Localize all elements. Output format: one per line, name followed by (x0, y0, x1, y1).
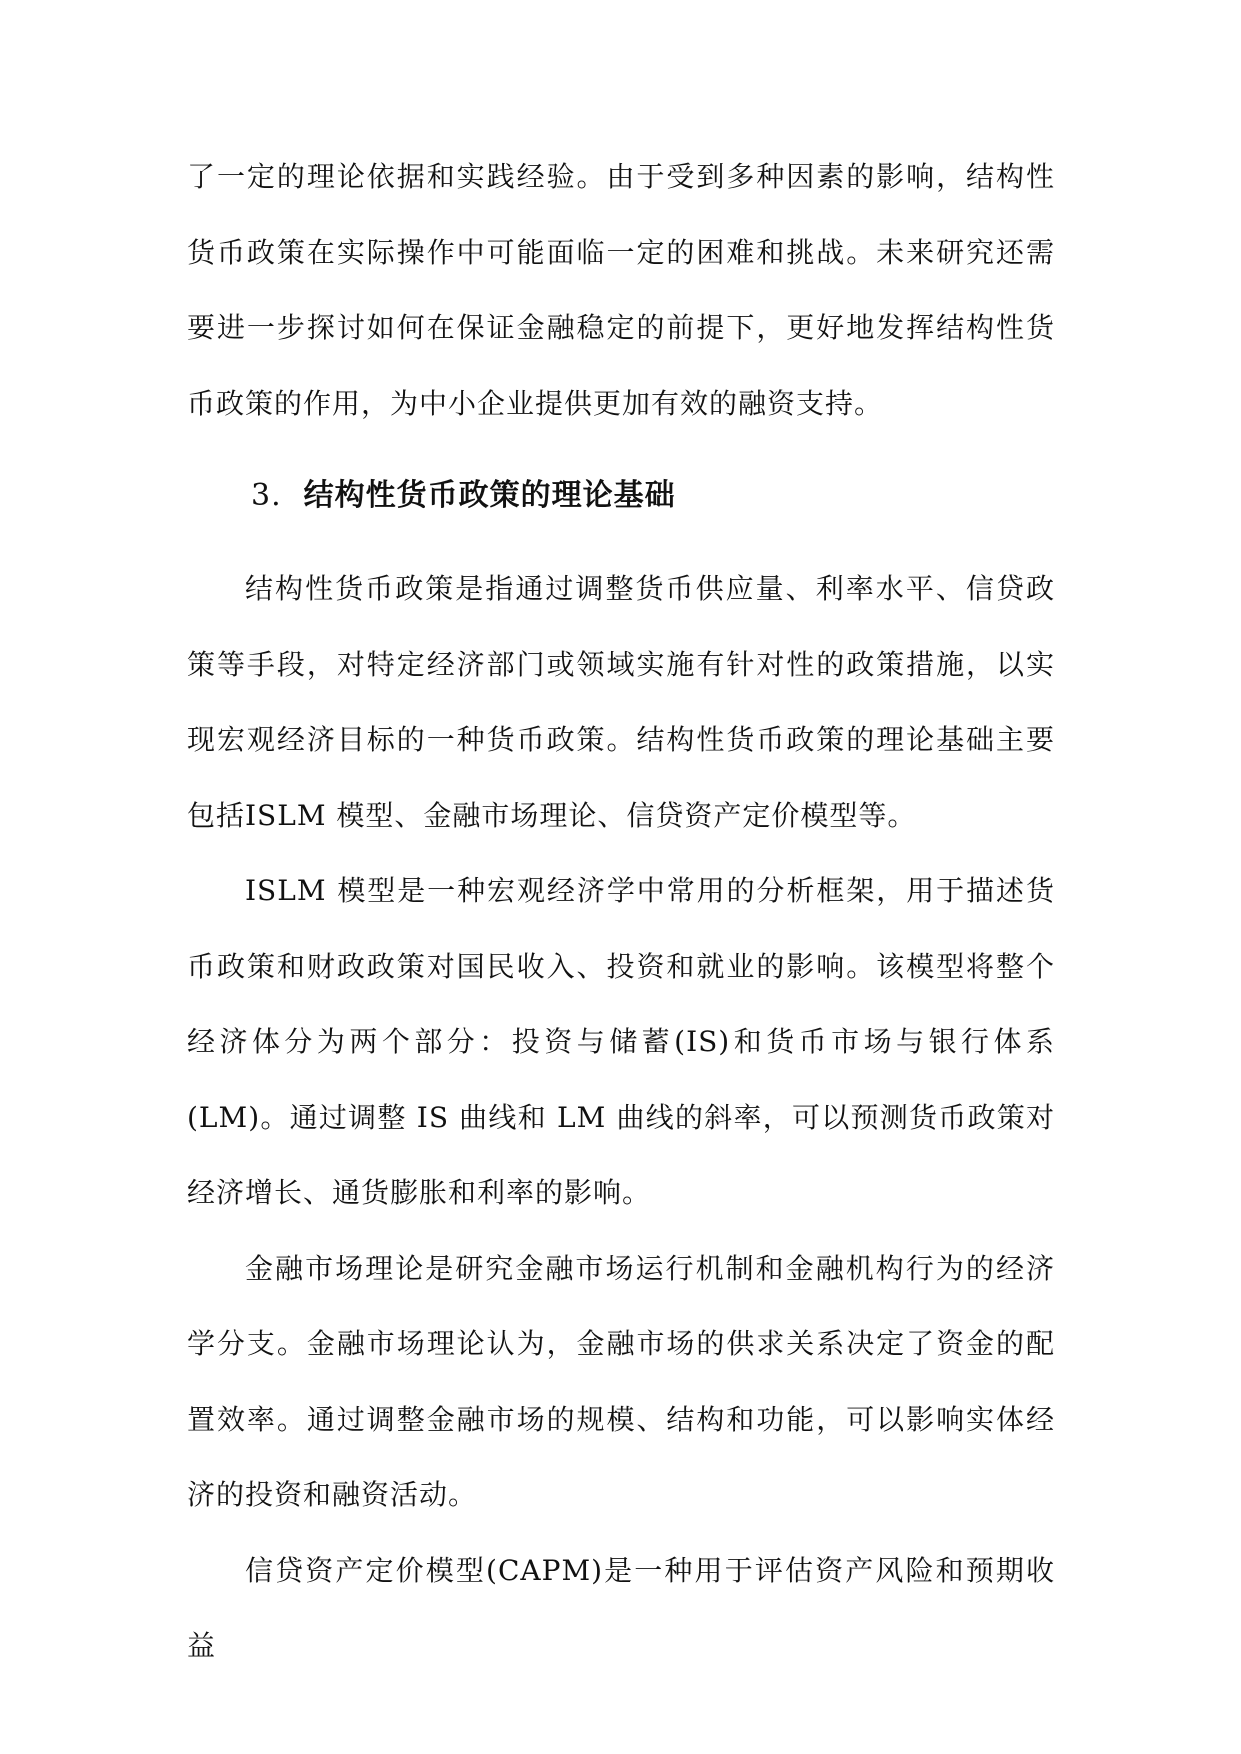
section-number: 3. (251, 478, 282, 513)
section-title: 结构性货币政策的理论基础 (303, 478, 676, 513)
paragraph-islm-model: ISLM 模型是一种宏观经济学中常用的分析框架，用于描述货币政策和财政政策对国民收入、投资和就业的影响。该模型将整个经济体分为两个部分：投资与储蓄(IS)和货币市场与银行体系(LM)。通过调整 IS 曲线和 LM 曲线的斜率，可以预测货币政策对经济增长、通货膨胀和利率的影响。 (187, 874, 1055, 1209)
paragraph-continuation: 了一定的理论依据和实践经验。由于受到多种因素的影响，结构性货币政策在实际操作中可能面临一定的困难和挑战。未来研究还需要进一步探讨如何在保证金融稳定的前提下，更好地发挥结构性货币政策的作用，为中小企业提供更加有效的融资支持。 (187, 160, 1055, 420)
section-heading (187, 441, 1055, 551)
paragraph-financial-market-theory: 金融市场理论是研究金融市场运行机制和金融机构行为的经济学分支。金融市场理论认为，金融市场的供求关系决定了资金的配置效率。通过调整金融市场的规模、结构和功能，可以影响实体经济的投资和融资活动。 (187, 1251, 1055, 1511)
paragraph-definition: 结构性货币政策是指通过调整货币供应量、利率水平、信贷政策等手段，对特定经济部门或领域实施有针对性的政策措施，以实现宏观经济目标的一种货币政策。结构性货币政策的理论基础主要包括ISLM 模型、金融市场理论、信贷资产定价模型等。 (187, 572, 1055, 832)
paragraph-capm: 信贷资产定价模型(CAPM)是一种用于评估资产风险和预期收益 (187, 1553, 1055, 1662)
document-body (187, 139, 1055, 1684)
